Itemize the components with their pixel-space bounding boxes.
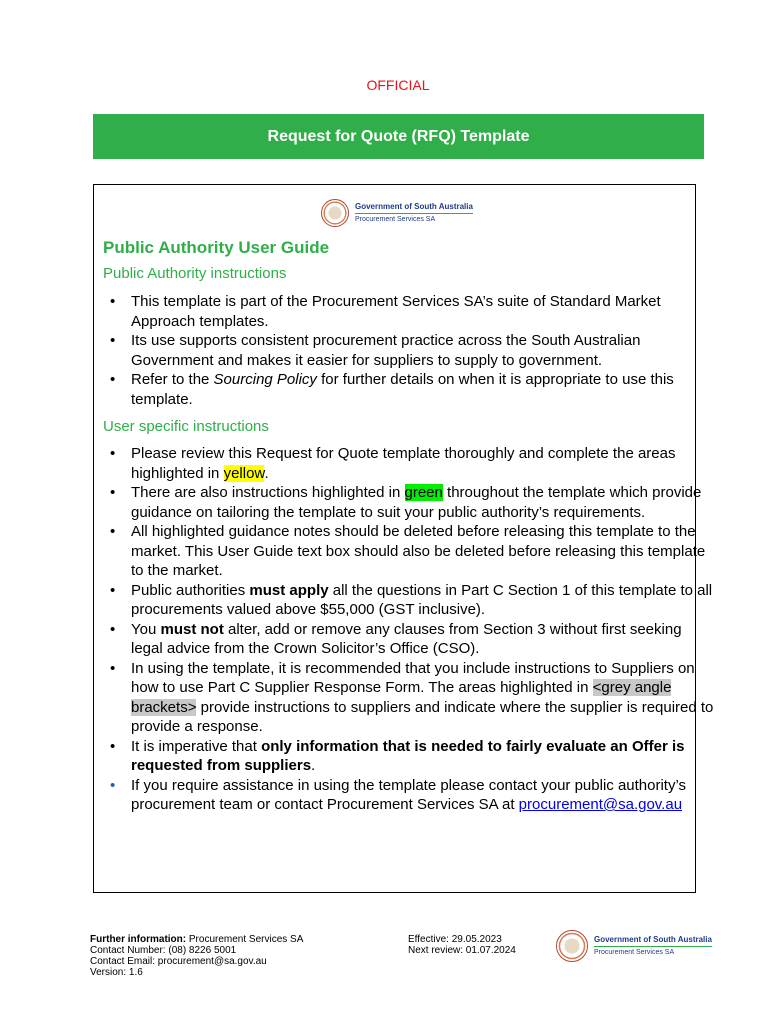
grey-highlight: <grey angle brackets> (131, 679, 672, 716)
logo-government-text: Government of South Australia (594, 936, 712, 947)
list-item: • Its use supports consistent procurement practice across the South Australian Government and makes it easier for suppliers to supply to government. (131, 331, 716, 370)
user-instructions-list (104, 444, 716, 815)
list-item: • In using the template, it is recommended that you include instructions to Suppliers on how to use Part C Supplier Response Form. The areas highlighted in <grey angle brackets> provide instructions to suppliers and indicate where the supplier is required to provide a response. (131, 659, 716, 737)
logo-agency-text: Procurement Services SA (594, 949, 675, 956)
list-item: • Please review this Request for Quote template thoroughly and complete the areas highlighted in yellow. (131, 444, 716, 483)
template-title: Request for Quote (RFQ) Template (267, 127, 530, 145)
list-item: • All highlighted guidance notes should be deleted before releasing this template to the market. This User Guide text box should also be deleted before releasing this template to the market. (131, 522, 716, 581)
list-item: • Refer to the Sourcing Policy for further details on when it is appropriate to use this template. (131, 370, 716, 409)
authority-instructions-list (104, 292, 716, 409)
list-item: • Public authorities must apply all the questions in Part C Section 1 of this template to all procurements valued above $55,000 (GST inclusive). (131, 581, 716, 620)
section-heading-authority: Public Authority instructions (103, 265, 287, 282)
list-item: • This template is part of the Procurement Services SA’s suite of Standard Market Approach templates. (131, 292, 716, 331)
list-item: • There are also instructions highlighted in green throughout the template which provide guidance on tailoring the template to suit your public authority’s requirements. (131, 483, 716, 522)
section-heading-user: User specific instructions (103, 418, 269, 435)
crest-icon (321, 199, 349, 227)
footer-contact-info: Further information: Procurement Services SA Contact Number: (08) 8226 5001 Contact Email: procurement@sa.gov.au Version: 1.6 (90, 934, 304, 978)
footer-dates: Effective: 29.05.2023 Next review: 01.07.2024 (408, 934, 516, 956)
yellow-highlight: yellow (223, 464, 265, 482)
list-item: • If you require assistance in using the template please contact your public authority’s procurement team or contact Procurement Services SA at procurement@sa.gov.au (131, 776, 716, 815)
green-highlight: green (404, 484, 443, 501)
classification-label: OFFICIAL (366, 77, 430, 93)
list-item: • You must not alter, add or remove any clauses from Section 3 without first seeking legal advice from the Crown Solicitor’s Office (CSO). (131, 620, 716, 659)
crest-icon (556, 930, 588, 962)
sourcing-policy-ref: Sourcing Policy (213, 371, 317, 388)
procurement-email-link[interactable]: procurement@sa.gov.au (518, 796, 683, 813)
user-guide-box (93, 184, 714, 893)
logo-agency-text: Procurement Services SA (355, 216, 436, 223)
guide-title: Public Authority User Guide (103, 238, 330, 257)
template-title-banner (93, 114, 704, 159)
logo-government-text: Government of South Australia (355, 203, 473, 214)
footer-government-logo (556, 930, 712, 962)
list-item: • It is imperative that only information that is needed to fairly evaluate an Offer is requested from suppliers. (131, 737, 716, 776)
government-logo (321, 199, 473, 227)
